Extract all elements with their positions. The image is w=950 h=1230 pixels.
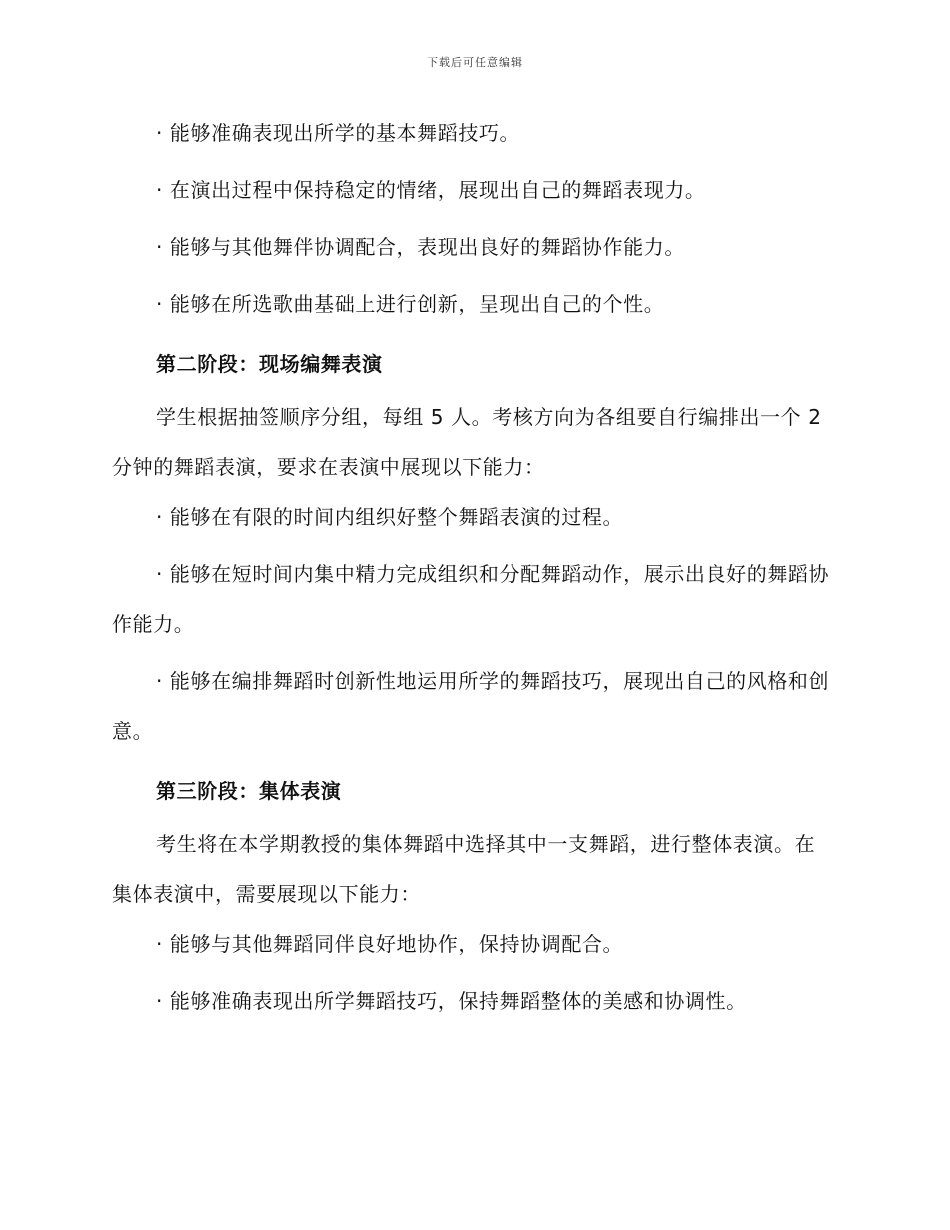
- list-item: · 能够准确表现出所学舞蹈技巧，保持舞蹈整体的美感和协调性。: [156, 989, 747, 1013]
- list-item: · 在演出过程中保持稳定的情绪，展现出自己的舞蹈表现力。: [156, 178, 706, 202]
- header-note: 下载后可任意编辑: [427, 56, 523, 69]
- section-heading-stage-3: 第三阶段：集体表演: [156, 779, 342, 803]
- section-intro-stage-3: 考生将在本学期教授的集体舞蹈中选择其中一支舞蹈，进行整体表演。在集体表演中，需要展现以下能力：: [112, 832, 816, 906]
- list-item: · 能够在所选歌曲基础上进行创新，呈现出自己的个性。: [156, 292, 665, 316]
- list-item: · 能够与其他舞蹈同伴良好地协作，保持协调配合。: [156, 932, 624, 956]
- section-intro-stage-2: 学生根据抽签顺序分组，每组 5 人。考核方向为各组要自行编排出一个 2 分钟的舞蹈表演，要求在表演中展现以下能力：: [112, 405, 822, 479]
- list-item: · 能够与其他舞伴协调配合，表现出良好的舞蹈协作能力。: [156, 235, 685, 259]
- list-item: · 能够在短时间内集中精力完成组织和分配舞蹈动作，展示出良好的舞蹈协作能力。: [112, 562, 830, 636]
- list-item: · 能够在有限的时间内组织好整个舞蹈表演的过程。: [156, 505, 624, 529]
- document-body: [112, 108, 832, 1033]
- section-heading-stage-2: 第二阶段：现场编舞表演: [156, 352, 383, 376]
- list-item: · 能够在编排舞蹈时创新性地运用所学的舞蹈技巧，展现出自己的风格和创意。: [112, 669, 830, 743]
- list-item: · 能够准确表现出所学的基本舞蹈技巧。: [156, 121, 521, 145]
